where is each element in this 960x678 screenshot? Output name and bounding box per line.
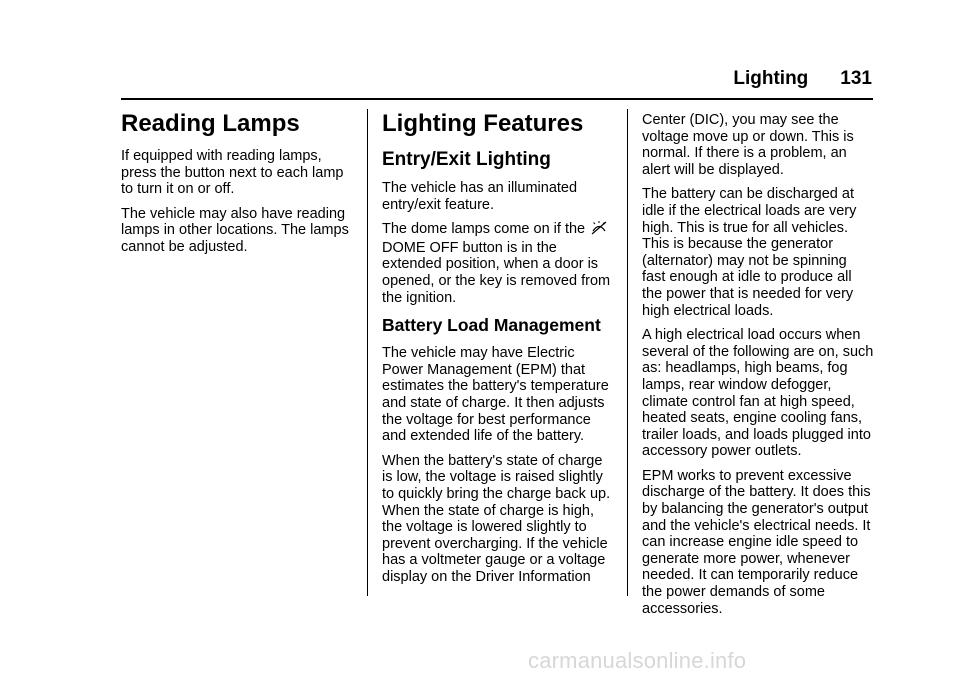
paragraph-text: The dome lamps come on if the bbox=[382, 221, 586, 238]
paragraph: If equipped with reading lamps, press the button next to each lamp to turn it on or off. bbox=[121, 148, 344, 198]
paragraph: The vehicle may also have reading lamps in other locations. The lamps cannot be adjusted. bbox=[121, 205, 349, 255]
battery-load-management-heading: Battery Load Management bbox=[382, 315, 601, 336]
lighting-features-heading: Lighting Features bbox=[382, 110, 584, 137]
page-number: 131 bbox=[840, 68, 872, 89]
paragraph: When the battery's state of charge is low, the voltage is raised slightly to quickly bring the charge back up. When the state of charge is high, the voltage is lowered slightly to prevent overcharging. If the vehicle has a voltmeter gauge or a voltage display on the Driver Information bbox=[382, 452, 611, 585]
column-3 bbox=[642, 112, 874, 625]
paragraph: The vehicle has an illuminated entry/exit feature. bbox=[382, 180, 578, 213]
paragraph: The battery can be discharged at idle if the electrical loads are very high. This is true for all vehicles. This is because the generator (alternator) may not be spinning fast enough at idle to produce all the power that is needed for very high electrical loads. bbox=[642, 186, 857, 319]
reading-lamps-heading: Reading Lamps bbox=[121, 110, 300, 137]
paragraph: Center (DIC), you may see the voltage move up or down. This is normal. If there is a problem, an alert will be displayed. bbox=[642, 112, 854, 178]
column-2 bbox=[382, 108, 612, 593]
column-1 bbox=[121, 108, 351, 264]
watermark: carmanualsonline.info bbox=[528, 648, 747, 673]
dome-lamp-off-icon bbox=[591, 221, 607, 240]
paragraph: EPM works to prevent excessive discharge of the battery. It does this by balancing the generator's output and the vehicle's electrical needs. It can increase engine idle speed to generate more power, whenever needed. It can temporarily reduce the power demands of some accessories. bbox=[642, 467, 871, 617]
page-header bbox=[0, 68, 872, 90]
paragraph: The vehicle may have Electric Power Management (EPM) that estimates the battery's temperature and state of charge. It then adjusts the voltage for best performance and extended life of the battery. bbox=[382, 345, 609, 445]
paragraph-text: DOME OFF button is in the extended position, when a door is opened, or the key is removed from the ignition. bbox=[382, 239, 611, 306]
paragraph: A high electrical load occurs when several of the following are on, such as: headlamps, high beams, fog lamps, rear window defogger, climate control fan at high speed, heated seats, engine cooling fans, trailer loads, and loads plugged into accessory power outlets. bbox=[642, 327, 874, 460]
section-title: Lighting bbox=[733, 68, 809, 89]
column-divider bbox=[627, 109, 628, 596]
column-divider bbox=[367, 109, 368, 596]
entry-exit-lighting-heading: Entry/Exit Lighting bbox=[382, 149, 551, 170]
header-rule bbox=[121, 98, 873, 100]
paragraph bbox=[382, 221, 612, 306]
